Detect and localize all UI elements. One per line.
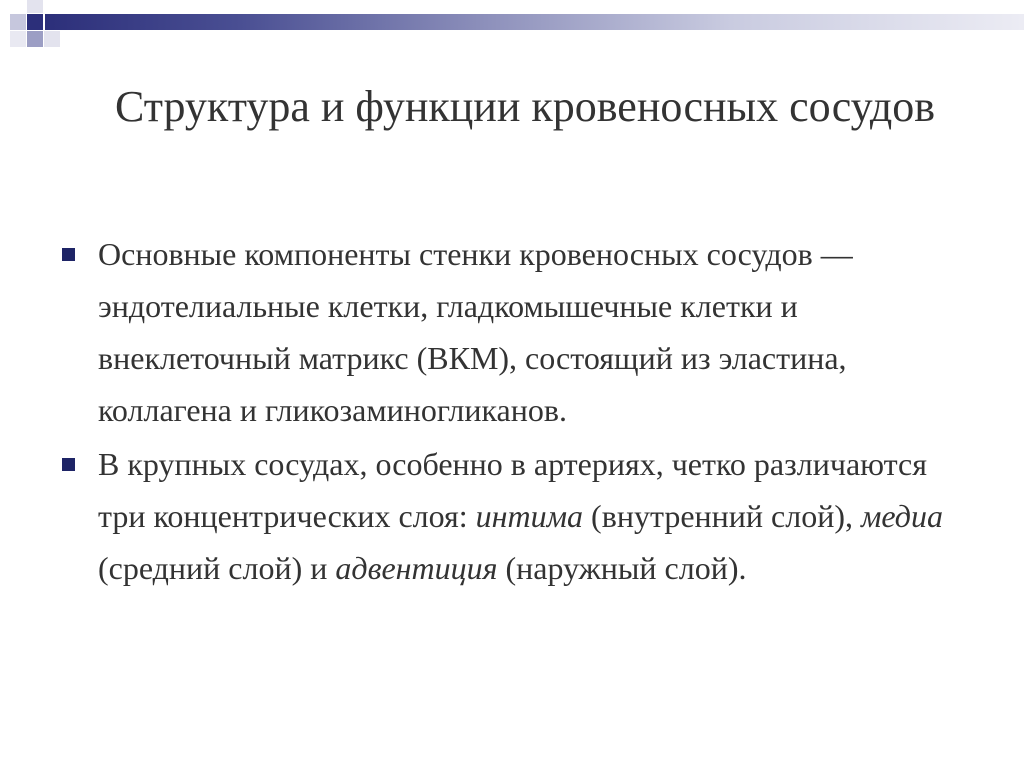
header-square (10, 31, 26, 47)
bullet-item (60, 228, 960, 436)
bullet-text-part: В крупных сосудах, особенно в артериях, четко различаются три концентрических слоя: (98, 446, 927, 534)
header-square (27, 14, 43, 30)
term-intima: интима (475, 498, 584, 534)
bullet-text: Основные компоненты стенки кровеносных сосудов — эндотелиальные клетки, гладкомышечные клетки и внеклеточный матрикс (ВКМ), состоящий из эластина, коллагена и гликозаминогликанов. (98, 236, 853, 428)
term-adventitia: адвентиция (335, 550, 498, 586)
bullet-text-part: (внутренний слой), (583, 498, 861, 534)
slide-title: Структура и функции кровеносных сосудов (114, 82, 936, 131)
bullet-item (60, 438, 960, 594)
slide-content (60, 228, 960, 596)
square-bullet-icon (62, 458, 75, 471)
header-square (27, 31, 43, 47)
term-media: медиа (860, 498, 943, 534)
header-square (44, 31, 60, 47)
square-bullet-icon (62, 248, 75, 261)
header-square (10, 14, 26, 30)
bullet-text (98, 446, 943, 586)
header-gradient-bar (45, 14, 1024, 30)
header-square (27, 0, 43, 13)
bullet-text-part: (наружный слой). (497, 550, 747, 586)
bullet-text-part: (средний слой) и (98, 550, 336, 586)
